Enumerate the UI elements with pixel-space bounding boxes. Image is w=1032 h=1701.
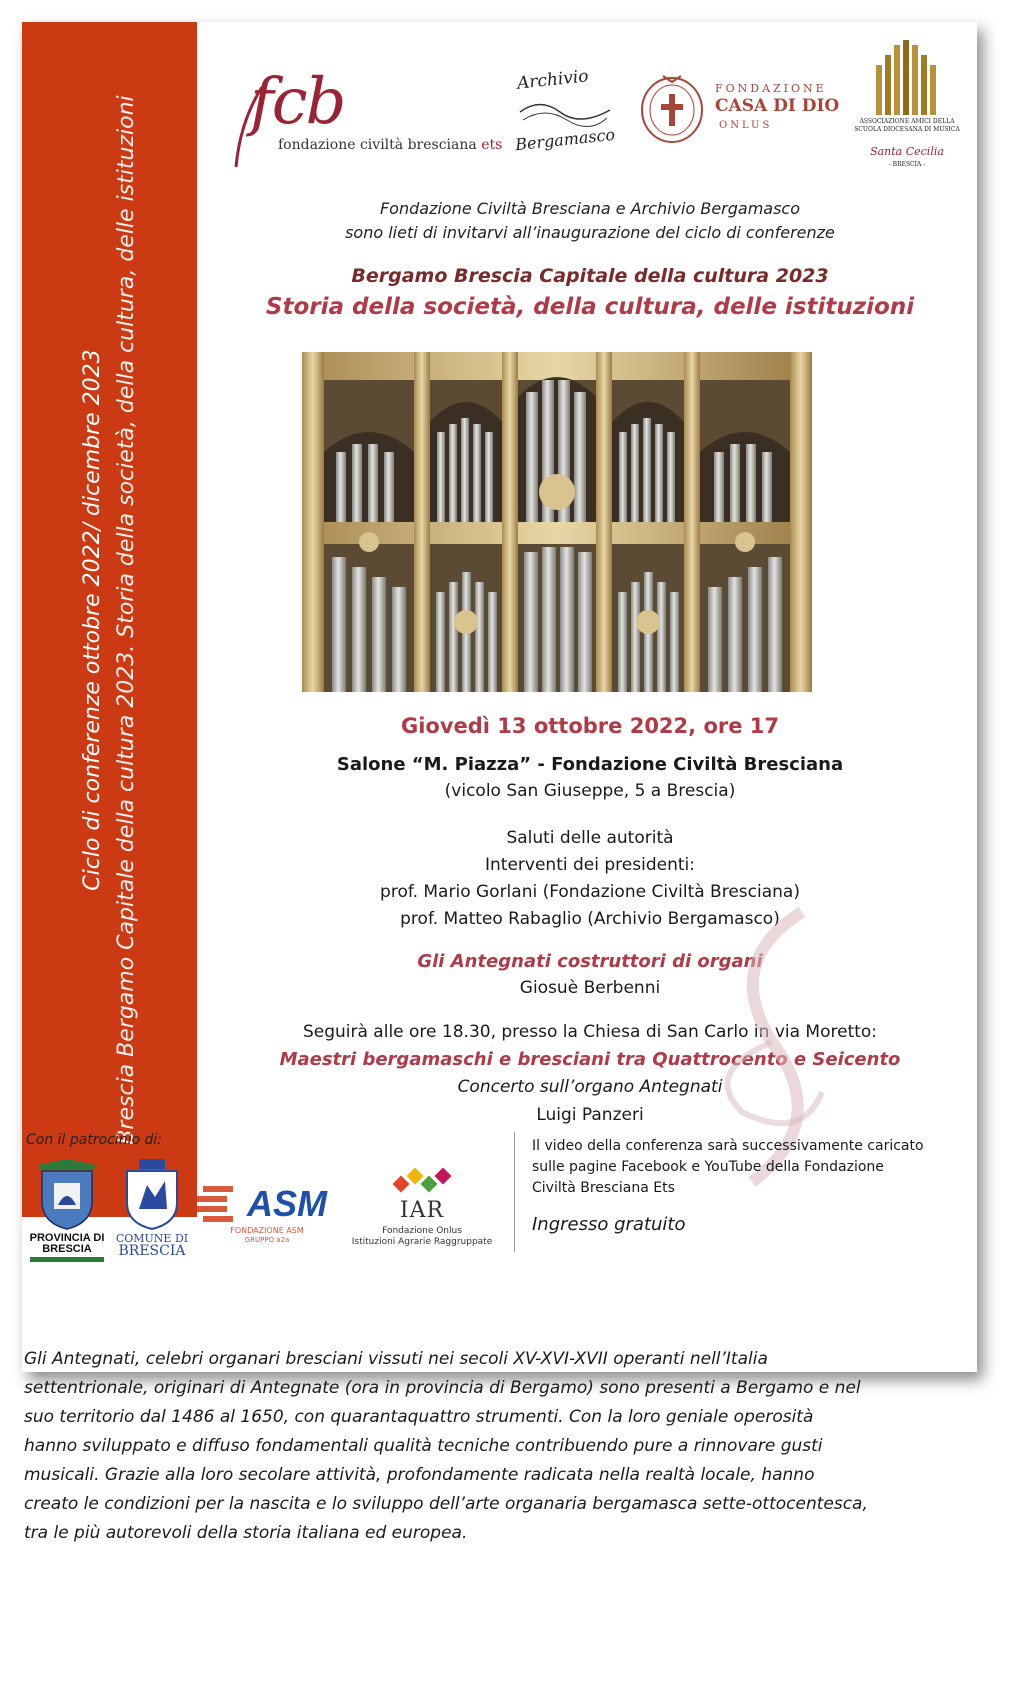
program-item: prof. Mario Gorlani (Fondazione Civiltà Bresciana) bbox=[380, 882, 800, 902]
comune-label-2: BRESCIA bbox=[118, 1243, 186, 1259]
description-line: suo territorio dal 1486 al 1650, con quarantaquattro strumenti. Con la loro geniale operosità bbox=[24, 1407, 814, 1427]
archivio-logo-word-1: Archivio bbox=[516, 66, 590, 94]
program-item: Saluti delle autorità bbox=[506, 828, 674, 848]
comune-label bbox=[111, 1233, 193, 1257]
iar-wordmark: IAR bbox=[399, 1198, 445, 1223]
follow-note: Seguirà alle ore 18.30, presso la Chiesa di San Carlo in via Moretto: bbox=[302, 1022, 878, 1042]
casa-logo-line-2: CASA DI DIO bbox=[715, 96, 840, 116]
archivio-bergamasco-logo bbox=[507, 50, 622, 160]
description-line: musicali. Grazie alla loro secolare attività, profondamente radicata nella realtà locale, hanno bbox=[24, 1465, 815, 1485]
fcb-logo bbox=[232, 52, 503, 172]
santa-cecilia-logo bbox=[852, 40, 962, 180]
sidebar-vertical-text bbox=[76, 30, 144, 1210]
concert-subtitle: Concerto sull’organo Antegnati bbox=[457, 1077, 723, 1097]
iar-sub-2: Istituzioni Agrarie Raggruppate bbox=[351, 1237, 493, 1247]
invitation-card bbox=[22, 22, 977, 1372]
program-item: Interventi dei presidenti: bbox=[485, 855, 695, 875]
concert-title: Maestri bergamaschi e bresciani tra Quattrocento e Seicento bbox=[279, 1049, 901, 1070]
asm-wordmark: ASM bbox=[247, 1183, 327, 1224]
iar-sub-1: Fondazione Onlus bbox=[382, 1226, 462, 1236]
patrocinio-label: Con il patrocinio di: bbox=[26, 1132, 163, 1148]
cecilia-logo-line-1: ASSOCIAZIONE AMICI DELLA SCUOLA DIOCESANA DI MUSICA bbox=[854, 118, 960, 133]
sidebar-band bbox=[22, 22, 197, 1217]
event-venue: Salone “M. Piazza” - Fondazione Civiltà Bresciana bbox=[336, 754, 844, 775]
fcb-ets: ets bbox=[481, 137, 503, 153]
sidebar-line-2: Brescia Bergamo Capitale della cultura 2023. Storia della società, della cultura, delle istituzioni bbox=[113, 94, 139, 1145]
casa-di-dio-logo bbox=[637, 72, 840, 152]
casa-di-dio-emblem-icon bbox=[637, 72, 707, 144]
provincia-crest-icon bbox=[28, 1157, 106, 1231]
talk-speaker: Giosuè Berbenni bbox=[519, 978, 661, 998]
description-paragraph bbox=[24, 1345, 1014, 1548]
comune-crest-icon bbox=[117, 1157, 187, 1231]
comune-brescia-logo bbox=[117, 1157, 187, 1262]
description-line: hanno sviluppato e diffuso fondamentali qualità tecniche contribuendo pure a rinnovare gusti bbox=[24, 1436, 823, 1456]
comune-label-1: COMUNE DI bbox=[115, 1232, 189, 1245]
iar-mosaic-icon bbox=[347, 1164, 497, 1198]
provincia-label: PROVINCIA DI BRESCIA bbox=[29, 1232, 105, 1255]
capitale-heading: Bergamo Brescia Capitale della cultura 2023 bbox=[351, 265, 829, 287]
talk-title: Gli Antegnati costruttori di organi bbox=[417, 951, 763, 972]
asm-logo bbox=[197, 1184, 337, 1254]
cecilia-logo-line-2: Santa Cecilia bbox=[870, 145, 944, 158]
description-line: creato le condizioni per la nascita e lo sviluppo dell’arte organaria bergamasca sette-ottocentesca, bbox=[24, 1494, 868, 1514]
archivio-logo-word-2: Bergamasco bbox=[514, 124, 616, 155]
organ-photo bbox=[302, 352, 812, 692]
description-line: settentrionale, originari di Antegnate (ora in provincia di Bergamo) sono presenti a Bergamo e nel bbox=[24, 1378, 861, 1398]
casa-logo-line-1: FONDAZIONE bbox=[715, 82, 827, 95]
fcb-name bbox=[278, 137, 502, 153]
event-date: Giovedì 13 ottobre 2022, ore 17 bbox=[400, 714, 780, 738]
archivio-scribble-icon bbox=[515, 92, 615, 130]
program-item: prof. Matteo Rabaglio (Archivio Bergamasco) bbox=[400, 909, 780, 929]
fcb-name-text: fondazione civiltà bresciana bbox=[278, 137, 477, 153]
asm-sub-1: FONDAZIONE ASM bbox=[230, 1226, 304, 1235]
intro-text bbox=[200, 197, 980, 245]
asm-sub-2: GRUPPO a2a bbox=[244, 1236, 290, 1244]
concert-performer: Luigi Panzeri bbox=[536, 1105, 644, 1125]
ingresso-label: Ingresso gratuito bbox=[532, 1214, 686, 1235]
divider bbox=[514, 1132, 515, 1252]
provincia-bar bbox=[30, 1257, 104, 1262]
intro-line-2: sono lieti di invitarvi all’inaugurazione del ciclo di conferenze bbox=[345, 223, 835, 242]
description-line: Gli Antegnati, celebri organari bresciani vissuti nei secoli XV-XVI-XVII operanti nell’Italia bbox=[24, 1349, 768, 1369]
description-line: tra le più autorevoli della storia italiana ed europea. bbox=[24, 1523, 468, 1543]
sidebar-line-1: Ciclo di conferenze ottobre 2022/ dicembre 2023 bbox=[79, 348, 105, 891]
provincia-brescia-logo bbox=[28, 1157, 108, 1262]
iar-logo bbox=[347, 1164, 497, 1254]
cecilia-logo-line-3: - BRESCIA - bbox=[888, 161, 926, 168]
event-address: (vicolo San Giuseppe, 5 a Brescia) bbox=[444, 781, 736, 801]
organ-illustration bbox=[302, 352, 812, 692]
fcb-mark: fcb bbox=[250, 65, 345, 139]
organ-pipes-icon bbox=[874, 40, 940, 115]
video-note: Il video della conferenza sarà successivamente caricato sulle pagine Facebook e YouTube della Fondazione Civiltà Bresciana Ets bbox=[532, 1138, 924, 1196]
intro-line-1: Fondazione Civiltà Bresciana e Archivio Bergamasco bbox=[379, 199, 801, 218]
storia-heading: Storia della società, della cultura, delle istituzioni bbox=[265, 294, 915, 320]
casa-logo-line-3: ONLUS bbox=[719, 120, 773, 131]
